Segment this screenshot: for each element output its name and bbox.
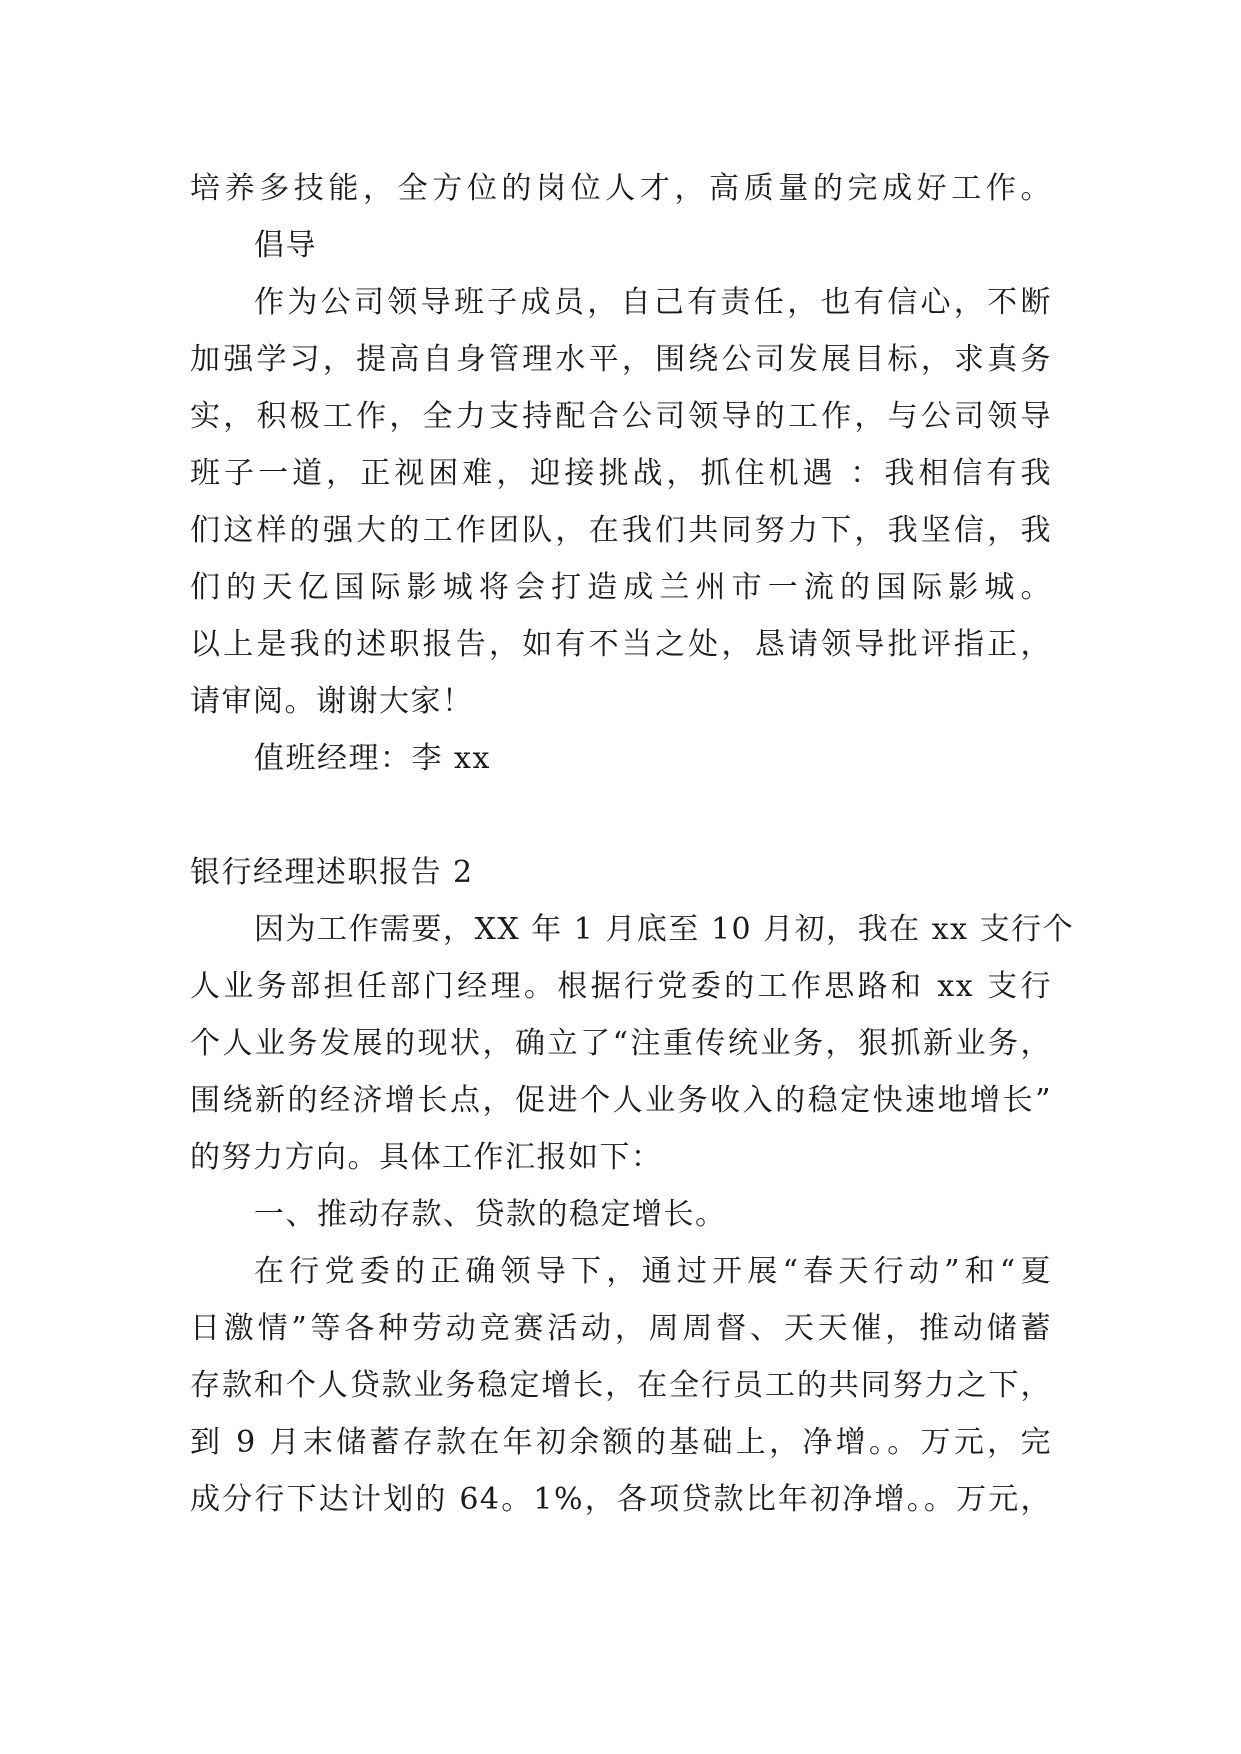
text-line: 们的天亿国际影城将会打造成兰州市一流的国际影城。: [190, 570, 1052, 605]
text-line: 班子一道，正视困难，迎接挑战，抓住机遇 ：我相信有我: [190, 456, 1052, 491]
text-line: 加强学习，提高自身管理水平，围绕公司发展目标，求真务: [190, 342, 1052, 377]
text-line: 因为工作需要，XX 年 1 月底至 10 月初，我在 xx 支行个: [254, 912, 1075, 947]
text-line: 个人业务发展的现状，确立了“注重传统业务，狠抓新业务，: [190, 1026, 1052, 1061]
subheading: 一、推动存款、贷款的稳定增长。: [254, 1197, 727, 1232]
text-line: 存款和个人贷款业务稳定增长，在全行员工的共同努力之下，: [190, 1368, 1052, 1403]
text-line: 们这样的强大的工作团队，在我们共同努力下，我坚信，我: [190, 513, 1052, 548]
section-title: 银行经理述职报告 2: [190, 855, 474, 890]
text-line: 在行党委的正确领导下，通过开展“春天行动”和“夏: [254, 1254, 1052, 1289]
text-line: 请审阅。谢谢大家！: [190, 684, 474, 719]
text-line: 的努力方向。具体工作汇报如下：: [190, 1140, 663, 1175]
text-line: 日激情”等各种劳动竞赛活动，周周督、天天催，推动储蓄: [190, 1311, 1052, 1346]
text-line: 培养多技能，全方位的岗位人才，高质量的完成好工作。: [190, 171, 1052, 206]
text-line: 围绕新的经济增长点，促进个人业务收入的稳定快速地增长”: [190, 1083, 1052, 1118]
text-line: 作为公司领导班子成员，自己有责任，也有信心，不断: [254, 285, 1052, 320]
text-line: 以上是我的述职报告，如有不当之处，恳请领导批评指正，: [190, 627, 1052, 662]
heading-advocate: 倡导: [254, 228, 317, 263]
text-line: 成分行下达计划的 64。1%，各项贷款比年初净增。。万元，: [190, 1482, 1052, 1517]
document-body: [190, 160, 1075, 1528]
signature-line: 值班经理：李 xx: [254, 741, 491, 776]
text-line: 实，积极工作，全力支持配合公司领导的工作，与公司领导: [190, 399, 1052, 434]
text-line: 到 9 月末储蓄存款在年初余额的基础上，净增。。万元，完: [190, 1425, 1052, 1460]
text-line: 人业务部担任部门经理。根据行党委的工作思路和 xx 支行: [190, 969, 1052, 1004]
